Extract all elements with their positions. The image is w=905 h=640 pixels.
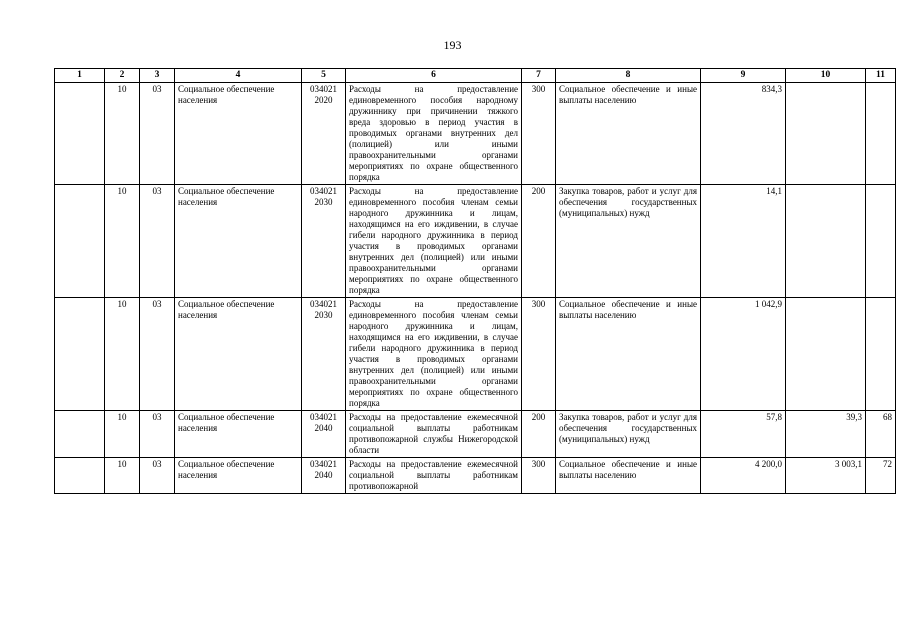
cell-amount-9: 834,3 [701, 83, 786, 185]
table-row [55, 411, 896, 458]
table-row [55, 458, 896, 494]
cell-description: Расходы на предоставление единовременного пособия народному дружиннику при причинении тяжкого вреда здоровью в период участия в проводимых органами внутренних дел (полицией) или иными правоохранительными органами мероприятиях по охране общественного порядка [346, 83, 522, 185]
cell-section: 10 [105, 411, 140, 458]
cell-amount-10 [786, 298, 866, 411]
cell-target-code: 034021 2040 [302, 458, 346, 494]
table-row [55, 83, 896, 185]
cell-expense-name: Закупка товаров, работ и услуг для обеспечения государственных (муниципальных) нужд [556, 411, 701, 458]
cell-amount-10 [786, 185, 866, 298]
cell-amount-10 [786, 83, 866, 185]
cell-subsection: 03 [140, 458, 175, 494]
cell-target-code: 034021 2020 [302, 83, 346, 185]
header-col-2: 2 [105, 69, 140, 83]
cell-amount-9: 1 042,9 [701, 298, 786, 411]
cell-description: Расходы на предоставление единовременного пособия членам семьи народного дружинника и лицам, находящимся на его иждивении, в случае гибели народного дружинника в период участия в проводимых органами внутренних дел (полицией) или иными правоохранительными органами мероприятиях по охране общественного порядка [346, 298, 522, 411]
cell-section: 10 [105, 185, 140, 298]
cell-subsection: 03 [140, 411, 175, 458]
header-col-8: 8 [556, 69, 701, 83]
header-col-9: 9 [701, 69, 786, 83]
cell-section-name: Социальное обеспечение населения [175, 458, 302, 494]
cell-col-1 [55, 83, 105, 185]
cell-section-name: Социальное обеспечение населения [175, 83, 302, 185]
cell-amount-10: 39,3 [786, 411, 866, 458]
cell-amount-11 [866, 185, 896, 298]
header-col-7: 7 [522, 69, 556, 83]
cell-amount-11 [866, 83, 896, 185]
page-number: 193 [443, 38, 462, 52]
cell-amount-9: 14,1 [701, 185, 786, 298]
cell-amount-11: 72 [866, 458, 896, 494]
header-col-5: 5 [302, 69, 346, 83]
budget-table [54, 68, 896, 494]
cell-col-1 [55, 298, 105, 411]
cell-amount-9: 4 200,0 [701, 458, 786, 494]
cell-description: Расходы на предоставление ежемесячной социальной выплаты работникам противопожарной службы Нижегородской области [346, 411, 522, 458]
cell-section-name: Социальное обеспечение населения [175, 298, 302, 411]
cell-col-1 [55, 411, 105, 458]
cell-col-1 [55, 458, 105, 494]
header-col-11: 11 [866, 69, 896, 83]
cell-amount-11 [866, 298, 896, 411]
cell-amount-9: 57,8 [701, 411, 786, 458]
cell-expense-name: Закупка товаров, работ и услуг для обеспечения государственных (муниципальных) нужд [556, 185, 701, 298]
cell-description: Расходы на предоставление единовременного пособия членам семьи народного дружинника и лицам, находящимся на его иждивении, в случае гибели народного дружинника в период участия в проводимых органами внутренних дел (полицией) или иными правоохранительными органами мероприятиях по охране общественного порядка [346, 185, 522, 298]
cell-amount-10: 3 003,1 [786, 458, 866, 494]
table-row [55, 298, 896, 411]
header-col-1: 1 [55, 69, 105, 83]
cell-amount-11: 68 [866, 411, 896, 458]
cell-expense-name: Социальное обеспечение и иные выплаты населению [556, 83, 701, 185]
cell-description: Расходы на предоставление ежемесячной социальной выплаты работникам противопожарной [346, 458, 522, 494]
cell-expense-type: 200 [522, 185, 556, 298]
cell-expense-type: 300 [522, 298, 556, 411]
cell-expense-type: 300 [522, 458, 556, 494]
cell-target-code: 034021 2030 [302, 185, 346, 298]
cell-subsection: 03 [140, 298, 175, 411]
cell-col-1 [55, 185, 105, 298]
cell-expense-name: Социальное обеспечение и иные выплаты населению [556, 458, 701, 494]
cell-section-name: Социальное обеспечение населения [175, 411, 302, 458]
cell-expense-type: 200 [522, 411, 556, 458]
cell-section: 10 [105, 83, 140, 185]
cell-expense-name: Социальное обеспечение и иные выплаты населению [556, 298, 701, 411]
header-col-3: 3 [140, 69, 175, 83]
header-col-6: 6 [346, 69, 522, 83]
header-col-10: 10 [786, 69, 866, 83]
cell-target-code: 034021 2030 [302, 298, 346, 411]
cell-subsection: 03 [140, 185, 175, 298]
cell-section: 10 [105, 298, 140, 411]
cell-subsection: 03 [140, 83, 175, 185]
cell-expense-type: 300 [522, 83, 556, 185]
cell-section: 10 [105, 458, 140, 494]
cell-section-name: Социальное обеспечение населения [175, 185, 302, 298]
table-row [55, 185, 896, 298]
cell-target-code: 034021 2040 [302, 411, 346, 458]
header-row [55, 69, 896, 83]
header-col-4: 4 [175, 69, 302, 83]
